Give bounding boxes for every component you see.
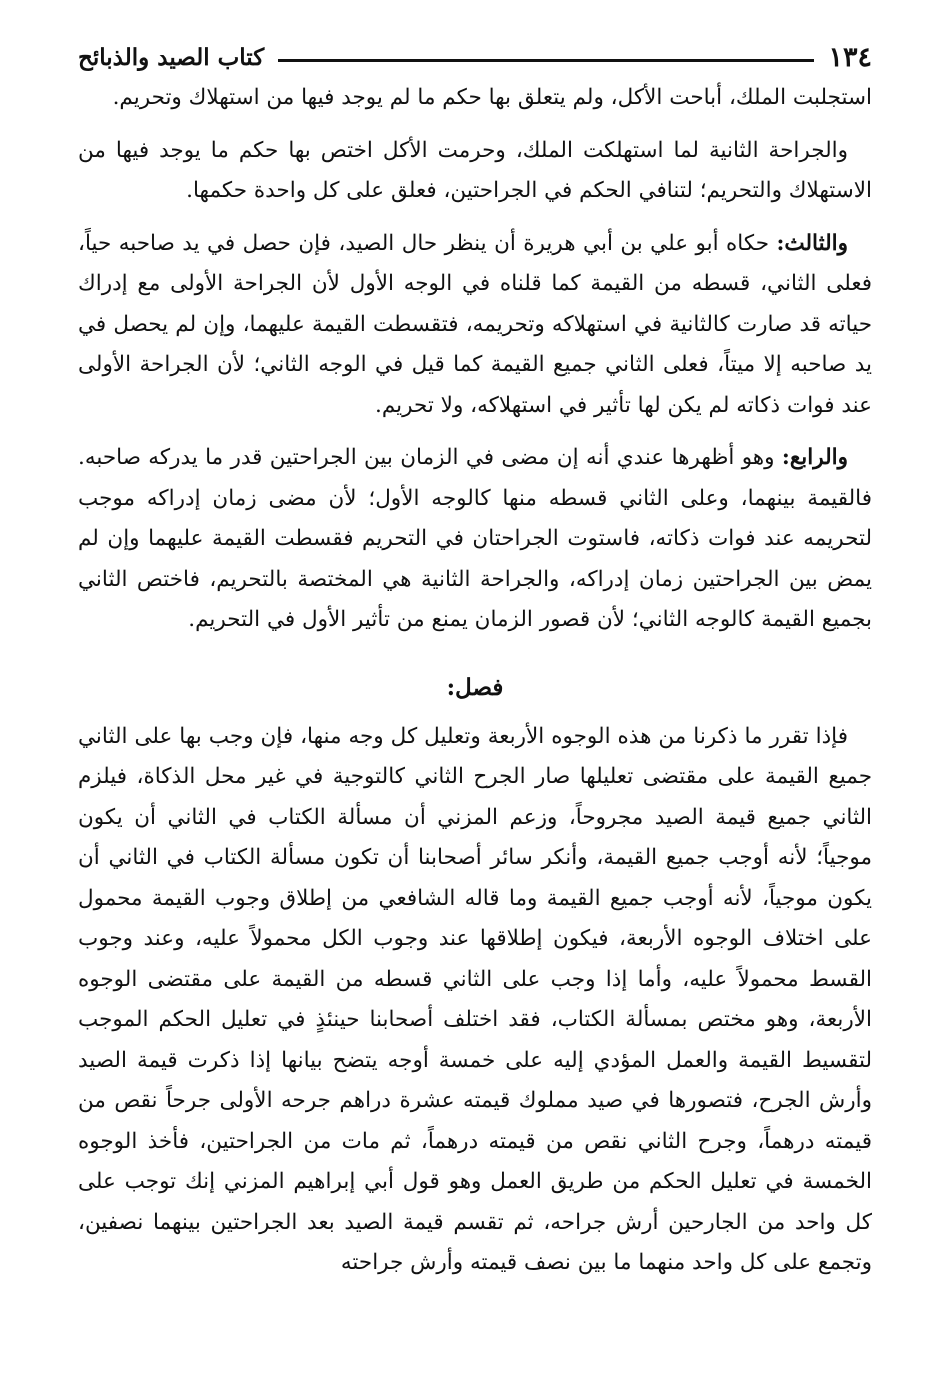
paragraph-4 xyxy=(78,438,872,641)
page-number: ١٣٤ xyxy=(828,41,872,73)
book-page xyxy=(78,36,872,1356)
section-paragraph: فإذا تقرر ما ذكرنا من هذه الوجوه الأربعة وتعليل كل وجه منها، فإن وجب بها على الثاني جميع القيمة على مقتضى تعليلها صار الجرح الثاني كالتوجية في غير محل الذكاة، فيلزم الثاني جميع قيمة الصيد مجروحاً، وزعم المزني أن مسألة الكتاب في الثاني أن يكون موجياً؛ لأنه أوجب جميع القيمة، وأنكر سائر أصحابنا أن تكون مسألة الكتاب في الثاني أن يكون موجياً، لأنه أوجب جميع القيمة وما قاله الشافعي من إطلاق وجوب القيمة محمول على اختلاف الوجوه الأربعة، فيكون إطلاقها عند وجوب الكل محمولاً عليه، وعند وجوب القسط محمولاً عليه، وأما إذا وجب على الثاني قسطه من القيمة على مقتضى الوجوه الأربعة، وهو مختص بمسألة الكتاب، فقد اختلف أصحابنا حينئذٍ في تعليل الحكم الموجب لتقسيط القيمة والعمل المؤدي إليه على خمسة أوجه يتضح بيانها إذا ذكرت قيمة الصيد وأرش الجرح، فتصورها في صيد مملوك قيمته عشرة دراهم جرحه الأولى جرحاً نقص من قيمته درهماً، وجرح الثاني نقص من قيمته درهماً، ثم مات من الجراحتين، فأخذ الوجوه الخمسة في تعليل الحكم من طريق العمل وهو قول أبي إبراهيم المزني إنك توجب على كل واحد من الجارحين أرش جراحه، ثم تقسم قيمة الصيد بعد الجراحتين بينهما نصفين، وتجمع على كل واحد منهما ما بين نصف قيمته وأرش جراحته xyxy=(78,723,872,1275)
paragraph-4-text: وهو أظهرها عندي أنه إن مضى في الزمان بين الجراحتين قدر ما يدركه صاحبه. فالقيمة بينهما، وعلى الثاني قسطه منها كالوجه الأول؛ لأن مضى زمان إدراكه موجب لتحريمه عند فوات ذكاته، فاستوت الجراحتان في التحريم فقسطت القيمة عليهما وإن لم يمض بين الجراحتين زمان إدراكه، والجراحة الثانية هي المختصة بالتحريم، فاختص الثاني بجميع القيمة كالوجه الثاني؛ لأن قصور الزمان يمنع من تأثير الأول في التحريم. xyxy=(78,445,872,632)
paragraph-2: والجراحة الثانية لما استهلكت الملك، وحرمت الأكل اختص بها حكم ما يوجد فيها من الاستهلاك والتحريم؛ لتنافي الحكم في الجراحتين، فعلق على كل واحدة حكمها. xyxy=(78,137,872,203)
paragraph-3-lead: والثالث: xyxy=(776,230,848,256)
section-heading: فصل: xyxy=(446,673,504,701)
paragraph-1: استجلبت الملك، أباحت الأكل، ولم يتعلق بها حكم ما لم يوجد فيها من استهلاك وتحريم. xyxy=(112,85,872,110)
book-title: كتاب الصيد والذبائح xyxy=(78,43,265,71)
paragraph-4-lead: والرابع: xyxy=(781,445,848,470)
paragraph-3-text: حكاه أبو علي بن أبي هريرة أن ينظر حال الصيد، فإن حصل في يد صاحبه حياً، فعلى الثاني، قسطه من القيمة كما قلناه في الوجه الأول لأن الجراحة الأولى مع إدراك حياته قد صارت كالثانية في استهلاكه وتحريمه، فتقسطت القيمة عليهما، وإن لم يحصل في يد صاحبه إلا ميتاً، فعلى الثاني جميع القيمة كما قيل في الوجه الثاني؛ لأن الجراحة الأولى عند فوات ذكاته لم يكن لها تأثير في استهلاكه، ولا تحريم. xyxy=(78,230,872,418)
running-header xyxy=(78,36,872,78)
header-rule xyxy=(278,59,814,62)
body-text xyxy=(78,78,872,1284)
paragraph-3 xyxy=(78,224,872,427)
